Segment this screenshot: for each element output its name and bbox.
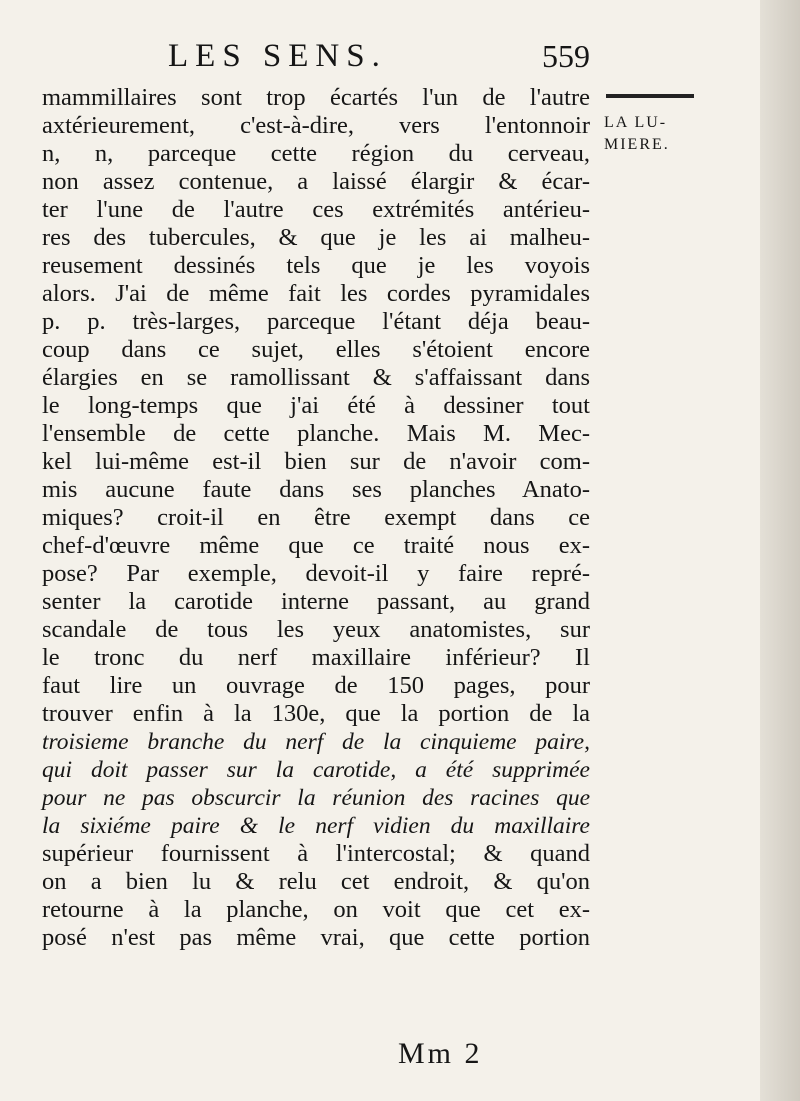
text-line: chef-d'œuvre même que ce traité nous ex-	[42, 532, 590, 559]
text-line: res des tubercules, & que je les ai malheu-	[42, 224, 590, 251]
text-line: on a bien lu & relu cet endroit, & qu'on	[42, 868, 590, 895]
text-line: p. p. très-larges, parceque l'étant déja beau-	[42, 308, 590, 335]
running-head: LES SENS.	[168, 38, 387, 74]
text-line: mis aucune faute dans ses planches Anato-	[42, 476, 590, 503]
text-line: non assez contenue, a laissé élargir & écar-	[42, 168, 590, 195]
text-line: le long-temps que j'ai été à dessiner tout	[42, 392, 590, 419]
page-gutter-shadow	[760, 0, 800, 1101]
text-line: la sixiéme paire & le nerf vidien du maxillaire	[42, 813, 590, 839]
text-line: alors. J'ai de même fait les cordes pyramidales	[42, 280, 590, 307]
text-line: axtérieurement, c'est-à-dire, vers l'entonnoir	[42, 112, 590, 139]
margin-rule	[606, 94, 694, 98]
text-line: ter l'une de l'autre ces extrémités antérieu-	[42, 196, 590, 223]
body-text	[42, 84, 590, 952]
margin-note	[604, 112, 754, 156]
text-line: élargies en se ramollissant & s'affaissant dans	[42, 364, 590, 391]
text-line: supérieur fournissent à l'intercostal; & quand	[42, 840, 590, 867]
text-line: miques? croit-il en être exempt dans ce	[42, 504, 590, 531]
text-line: scandale de tous les yeux anatomistes, sur	[42, 616, 590, 643]
page-number: 559	[542, 38, 590, 74]
text-line: qui doit passer sur la carotide, a été supprimée	[42, 757, 590, 783]
text-line: pose? Par exemple, devoit-il y faire repré-	[42, 560, 590, 587]
text-line: l'ensemble de cette planche. Mais M. Mec-	[42, 420, 590, 447]
text-line: trouver enfin à la 130e, que la portion de la	[42, 700, 590, 727]
text-line: posé n'est pas même vrai, que cette portion	[42, 924, 590, 951]
text-line: le tronc du nerf maxillaire inférieur? Il	[42, 644, 590, 671]
text-line: retourne à la planche, on voit que cet ex-	[42, 896, 590, 923]
text-line: kel lui-même est-il bien sur de n'avoir com-	[42, 448, 590, 475]
signature-mark: Mm 2	[398, 1037, 483, 1070]
text-line: faut lire un ouvrage de 150 pages, pour	[42, 672, 590, 699]
text-line: n, n, parceque cette région du cerveau,	[42, 140, 590, 167]
text-line: troisieme branche du nerf de la cinquieme paire,	[42, 729, 590, 755]
page-header	[128, 38, 598, 82]
text-line: senter la carotide interne passant, au grand	[42, 588, 590, 615]
text-line: reusement dessinés tels que je les voyois	[42, 252, 590, 279]
text-line: pour ne pas obscurcir la réunion des racines que	[42, 785, 590, 811]
margin-note-line-2: MIERE.	[604, 136, 670, 153]
margin-note-line-1: LA LU-	[604, 114, 668, 131]
text-line: coup dans ce sujet, elles s'étoient encore	[42, 336, 590, 363]
text-line: mammillaires sont trop écartés l'un de l'autre	[42, 84, 590, 111]
